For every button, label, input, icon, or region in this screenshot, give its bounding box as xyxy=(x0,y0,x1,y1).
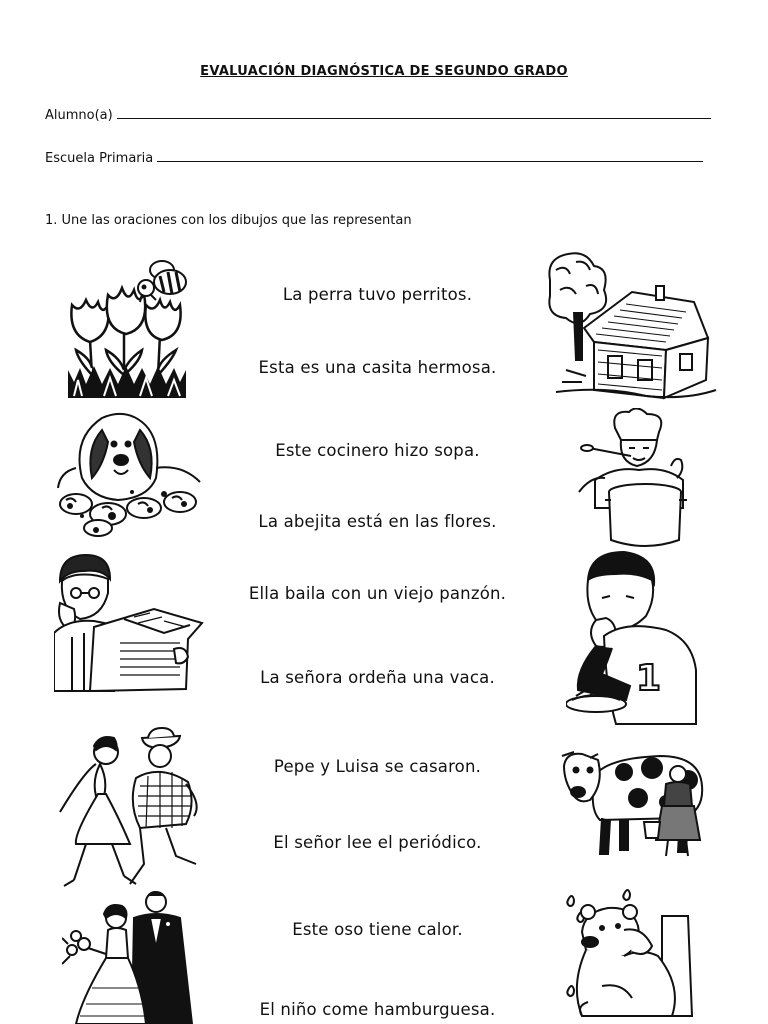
house-icon[interactable] xyxy=(546,250,718,400)
sentence-4[interactable]: La abejita está en las flores. xyxy=(258,512,497,531)
sentence-8[interactable]: El señor lee el periódico. xyxy=(273,833,482,852)
sentence-2[interactable]: Esta es una casita hermosa. xyxy=(258,358,497,377)
school-field xyxy=(45,151,703,166)
chef-soup-icon[interactable] xyxy=(575,408,690,553)
svg-text:1: 1 xyxy=(636,658,662,699)
bee-flowers-icon[interactable] xyxy=(64,250,190,400)
dog-puppies-icon[interactable] xyxy=(52,408,207,538)
dancing-couple-icon[interactable] xyxy=(56,724,202,889)
man-newspaper-icon[interactable] xyxy=(54,553,204,693)
sentence-6[interactable]: La señora ordeña una vaca. xyxy=(260,668,495,687)
sentence-1[interactable]: La perra tuvo perritos. xyxy=(282,285,473,304)
sentence-5[interactable]: Ella baila con un viejo panzón. xyxy=(248,584,507,603)
hot-bear-icon[interactable] xyxy=(562,886,702,1024)
page-title: EVALUACIÓN DIAGNÓSTICA DE SEGUNDO GRADO xyxy=(200,64,568,79)
student-label: Alumno(a) xyxy=(45,108,113,123)
wedding-couple-icon[interactable] xyxy=(62,888,196,1024)
school-name-line[interactable] xyxy=(157,151,703,162)
student-name-line[interactable] xyxy=(117,108,711,119)
boy-eating-icon[interactable] xyxy=(566,550,701,725)
sentence-10[interactable]: El niño come hamburguesa. xyxy=(259,1000,496,1019)
school-label: Escuela Primaria xyxy=(45,151,154,166)
instruction-text: 1. Une las oraciones con los dibujos que las representan xyxy=(45,213,412,228)
student-field xyxy=(45,108,711,123)
sentence-7[interactable]: Pepe y Luisa se casaron. xyxy=(273,757,482,776)
sentence-9[interactable]: Este oso tiene calor. xyxy=(292,920,463,939)
cow-milking-icon[interactable] xyxy=(560,744,708,859)
sentence-3[interactable]: Este cocinero hizo sopa. xyxy=(275,441,480,460)
